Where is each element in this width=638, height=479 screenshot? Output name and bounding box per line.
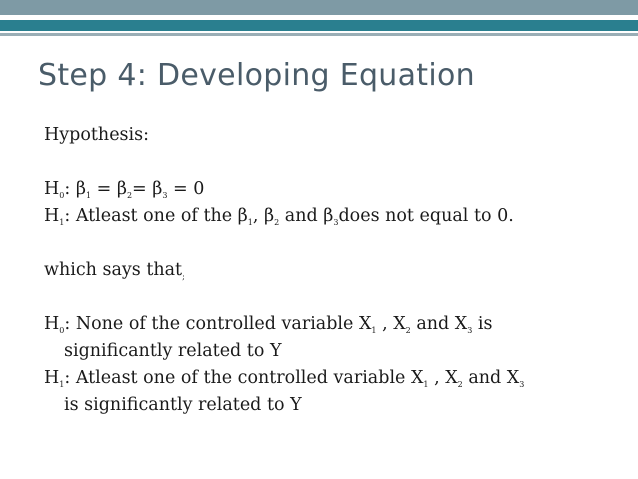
- hypothesis-label: Hypothesis:: [44, 125, 149, 145]
- h1-beta-line: $H_1$: Atleast one of the $\beta_1$, $\beta_2$ and $\beta_3does$ not equal to 0.: [44, 206, 514, 227]
- header-band-thin: [0, 33, 638, 36]
- h0-variable-continuation: significantly related to Y: [64, 341, 282, 361]
- spacer: [44, 230, 629, 257]
- h0-beta-line: $H_0$: $\beta_1 = \beta_2= \beta_3 = 0$: [44, 179, 205, 200]
- h1-variable-continuation: is significantly related to Y: [64, 395, 302, 415]
- header-band-teal: [0, 20, 638, 31]
- slide-body: [44, 122, 629, 419]
- spacer: [44, 149, 629, 176]
- which-says-line: which says that$_;$: [44, 260, 185, 281]
- h0-variable-line: $H_0$: None of the controlled variable $X_1$ , $X_2$ and $X_3$ is: [44, 314, 493, 335]
- h1-variable-line: $H_1$: Atleast one of the controlled variable $X_1$ , $X_2$ and $X_3$: [44, 368, 525, 389]
- slide-title: Step 4: Developing Equation: [38, 58, 475, 93]
- spacer: [44, 284, 629, 311]
- header-band-top: [0, 0, 638, 15]
